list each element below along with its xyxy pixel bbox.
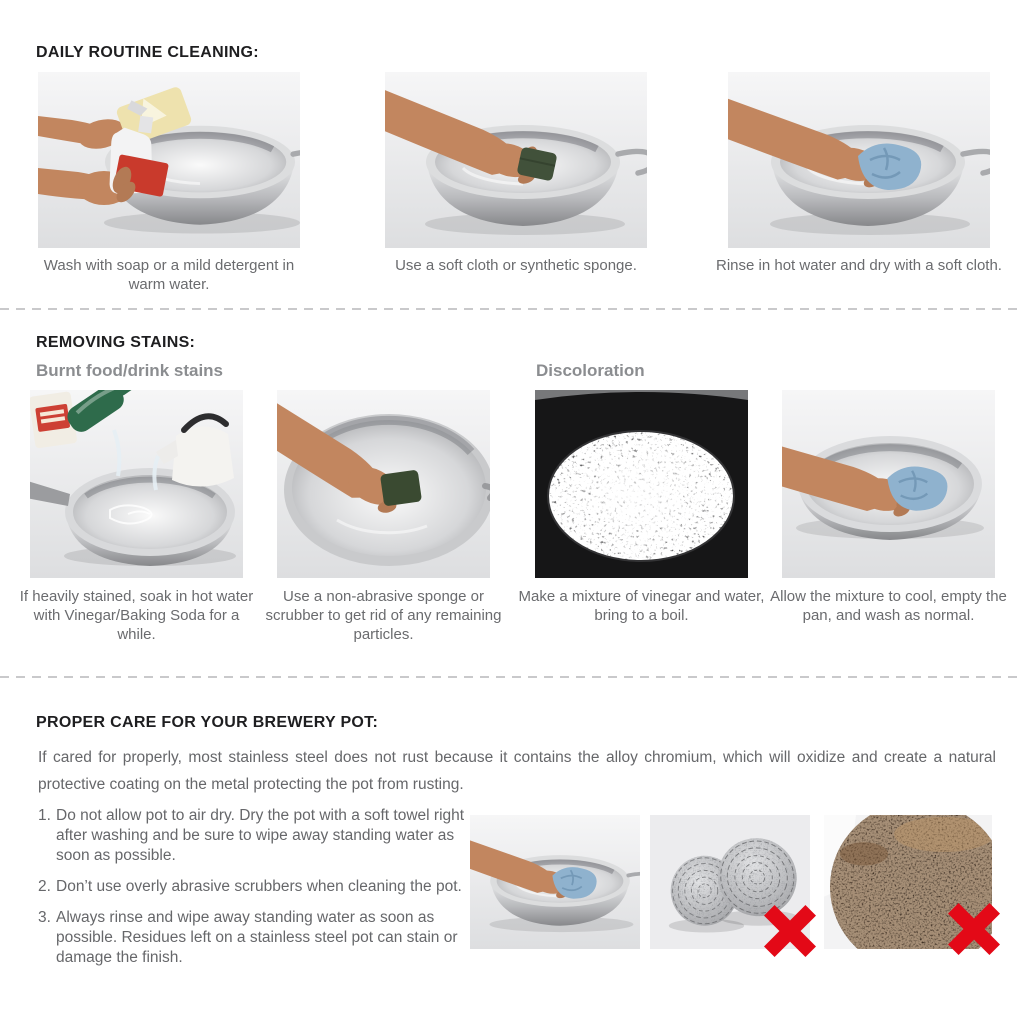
section-divider (0, 308, 1024, 310)
stain-step-4 (770, 390, 1007, 625)
daily-step-2 (385, 72, 647, 275)
photo-wash-as-normal (782, 390, 995, 578)
photo-boiling-mixture (535, 390, 748, 578)
photo-soft-sponge (385, 72, 647, 248)
section-divider (0, 676, 1024, 678)
care-tips-list (38, 806, 490, 979)
stain-step-2 (265, 390, 502, 644)
step-caption: If heavily stained, soak in hot water with Vinegar/Baking Soda for a while. (19, 588, 254, 643)
gallery-steel-wool (650, 815, 810, 949)
photo-soak-vinegar (30, 390, 243, 578)
photo-scrub-particles (277, 390, 490, 578)
care-tip: Don’t use overly abrasive scrubbers when cleaning the pot. (56, 878, 462, 895)
step-caption: Wash with soap or a mild detergent in warm water. (43, 257, 295, 293)
step-caption: Use a soft cloth or synthetic sponge. (395, 257, 637, 274)
stain-step-1 (19, 390, 254, 644)
step-caption: Rinse in hot water and dry with a soft cloth. (716, 257, 1002, 274)
prohibited-x-icon (948, 903, 1000, 955)
discoloration-label: Discoloration (536, 361, 645, 380)
step-caption: Make a mixture of vinegar and water, bring to a boil. (518, 588, 765, 624)
prohibited-x-icon (764, 905, 816, 957)
photo-towel-dry (470, 815, 640, 949)
step-caption: Allow the mixture to cool, empty the pan, and wash as normal. (770, 588, 1007, 624)
photo-rinse-and-dry (728, 72, 990, 248)
care-tip: Do not allow pot to air dry. Dry the pot with a soft towel right after washing and be sure to wipe away standing water as soon as possible. (56, 807, 465, 864)
proper-care-heading: PROPER CARE FOR YOUR BREWERY POT: (36, 714, 379, 731)
burnt-stains-label: Burnt food/drink stains (36, 361, 223, 380)
removing-stains-heading: REMOVING STAINS: (36, 334, 196, 351)
daily-step-1 (38, 72, 300, 294)
stain-step-3 (518, 390, 765, 625)
gallery-dry-pot (470, 815, 640, 949)
care-tip: Always rinse and wipe away standing water as soon as possible. Residues left on a stainless steel pot can stain or damage the finish. (56, 909, 458, 966)
care-intro-paragraph: If cared for properly, most stainless steel does not rust because it contains the alloy chromium, which will oxidize and create a natural protective coating on the metal protecting the pot from rusting. (38, 749, 996, 793)
photo-wash-with-detergent (38, 72, 300, 248)
daily-cleaning-heading: DAILY ROUTINE CLEANING: (36, 44, 259, 61)
step-caption: Use a non-abrasive sponge or scrubber to get rid of any remaining particles. (265, 588, 502, 643)
daily-step-3 (716, 72, 1002, 275)
gallery-burnt-pan (824, 815, 992, 949)
